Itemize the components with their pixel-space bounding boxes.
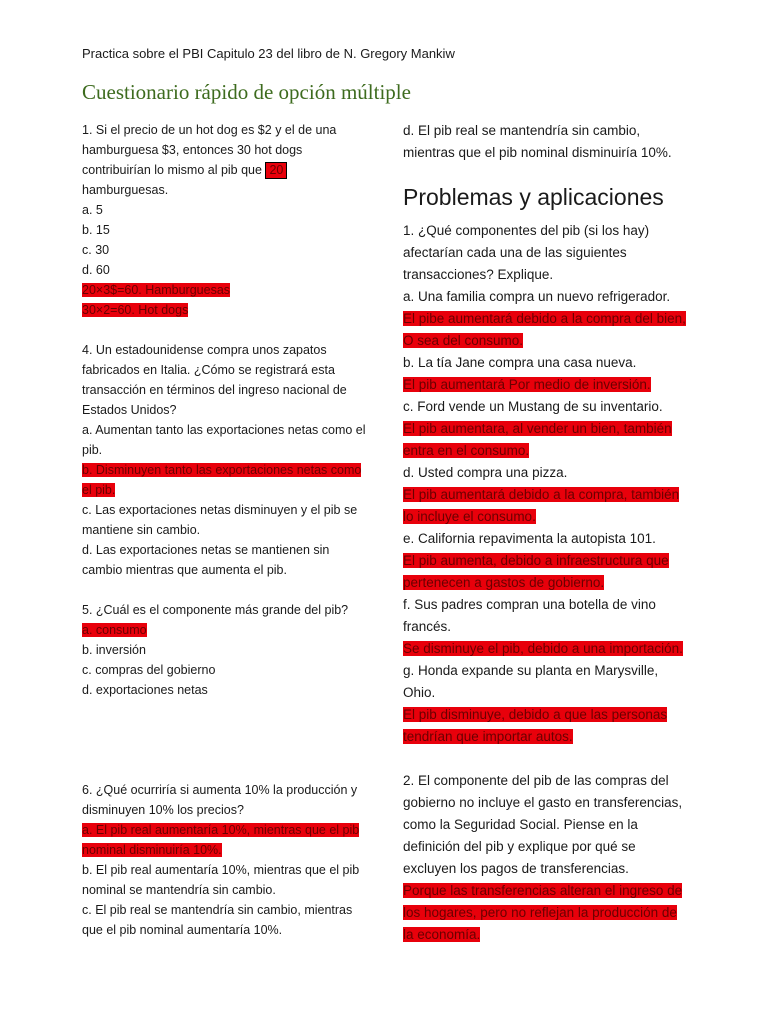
problem-1-item-question: b. La tía Jane compra una casa nueva. [403,355,637,370]
question-5-option-d: d. exportaciones netas [82,683,208,697]
question-4-option-c: c. Las exportaciones netas disminuyen y el pib se mantiene sin cambio. [82,503,358,537]
question-6-option-d: d. El pib real se mantendría sin cambio, mientras que el pib nominal disminuiría 10%. [403,123,672,160]
question-4-option-b-selected: b. Disminuyen tanto las exportaciones netas como el pib. [82,463,362,497]
problem-2-answer: Porque las transferencias alteran el ingreso de los hogares, pero no reflejan la producción de la economía. [403,883,683,942]
question-1-option: b. 15 [82,223,110,237]
question-1-option: d. 60 [82,263,110,277]
question-4-option-d: d. Las exportaciones netas se mantienen sin cambio mientras que aumenta el pib. [82,543,330,577]
question-1-option: a. 5 [82,203,103,217]
question-1 [82,120,372,200]
question-5-stem: 5. ¿Cuál es el componente más grande del pib? [82,603,349,617]
problem-1-item-answer: Se disminuye el pib, debido a una importación. [403,641,683,656]
question-5-option-c: c. compras del gobierno [82,663,216,677]
quiz-title: Cuestionario rápido de opción múltiple [82,80,411,104]
question-4-stem: 4. Un estadounidense compra unos zapatos fabricados en Italia. ¿Cómo se registrará esta transacción en términos del ingreso nacional de Estados Unidos? [82,343,347,417]
problem-1-stem: 1. ¿Qué componentes del pib (si los hay) afectarían cada una de las siguientes transacciones? Explique. [403,223,650,282]
left-column [82,120,372,940]
problem-1-item-answer: El pibe aumentará debido a la compra del bien, O sea del consumo. [403,311,686,348]
question-1-option: c. 30 [82,243,110,257]
problem-1-item-answer: El pib disminuye, debido a que las personas tendrían que importar autos. [403,707,668,744]
question-6-option-c: c. El pib real se mantendría sin cambio, mientras que el pib nominal aumentaría 10%. [82,903,353,937]
question-5-option-b: b. inversión [82,643,146,657]
problem-1-item-question: c. Ford vende un Mustang de su inventario. [403,399,663,414]
question-6-option-a-selected: a. El pib real aumentaría 10%, mientras que el pib nominal disminuiría 10%. [82,823,360,857]
problem-1-item-question: d. Usted compra una pizza. [403,465,568,480]
question-1-answer-blank: 20 [265,162,287,179]
question-1-work-line: 20×3$=60. Hamburguesas [82,283,231,297]
document-header: Practica sobre el PBI Capitulo 23 del libro de N. Gregory Mankiw [82,46,455,61]
problem-1-item-answer: El pib aumentará debido a la compra, también lo incluye el consumo. [403,487,680,524]
problem-1-item-question: f. Sus padres compran una botella de vino francés. [403,597,656,634]
problem-1-item-answer: El pib aumenta, debido a infraestructura que pertenecen a gastos de gobierno. [403,553,669,590]
problem-1-item-answer: El pib aumentara, al vender un bien, también entra en el consumo. [403,421,672,458]
question-4-option-a: a. Aumentan tanto las exportaciones netas como el pib. [82,423,366,457]
question-1-stem-b: hamburguesas. [82,183,169,197]
question-6-stem: 6. ¿Qué ocurriría si aumenta 10% la producción y disminuyen 10% los precios? [82,783,358,817]
question-1-work-line: 30×2=60. Hot dogs [82,303,189,317]
question-6-option-b: b. El pib real aumentaría 10%, mientras que el pib nominal se mantendría sin cambio. [82,863,360,897]
question-1-stem-a: 1. Si el precio de un hot dog es $2 y el de una hamburguesa $3, entonces 30 hot dogs contribuirían lo mismo al pib que [82,123,337,177]
problem-1-item-answer: El pib aumentará Por medio de inversión. [403,377,651,392]
problem-1-item-question: a. Una familia compra un nuevo refrigerador. [403,289,671,304]
right-column [403,120,688,946]
problem-1-item-question: g. Honda expande su planta en Marysville, Ohio. [403,663,659,700]
problem-1-item-question: e. California repavimenta la autopista 101. [403,531,656,546]
question-5-option-a-selected: a. consumo [82,623,147,637]
problems-section-title: Problemas y aplicaciones [403,184,664,210]
problem-2-stem: 2. El componente del pib de las compras del gobierno no incluye el gasto en transferencias, como la Seguridad Social. Piense en la definición del pib y explique por qué se excluyen los pagos de transferencias. [403,773,683,876]
